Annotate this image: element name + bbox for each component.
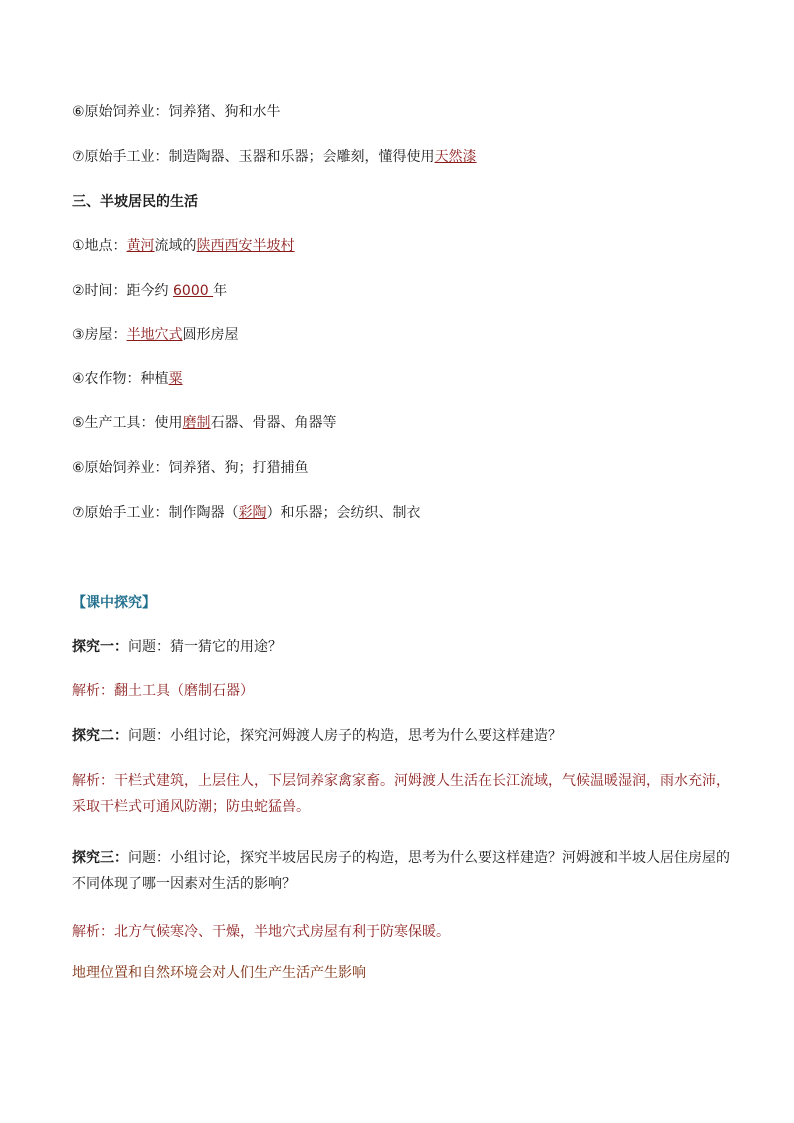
line-handicraft-banpo: [72, 503, 421, 523]
line-husbandry-banpo: [72, 458, 309, 478]
section-heading-banpo: 三、半坡居民的生活: [72, 194, 198, 210]
line-husbandry-hemudu: [72, 102, 281, 122]
text: 流域的: [154, 238, 197, 254]
question-text: 问题：猜一猜它的用途？: [128, 639, 282, 655]
question-label: 探究二：: [72, 728, 128, 744]
line-handicraft-hemudu: [72, 147, 477, 167]
underlined-answer: 天然漆: [434, 149, 477, 165]
text: ①地点：: [72, 238, 127, 254]
question-text: 问题：小组讨论，探究河姆渡人房子的构造，思考为什么要这样建造？: [128, 728, 562, 744]
underlined-answer: 彩陶: [238, 505, 267, 521]
question-label: 探究三：: [72, 850, 128, 866]
text: ⑤生产工具：使用: [72, 415, 183, 431]
text: 年: [213, 283, 228, 299]
underlined-answer: 6000: [173, 283, 214, 299]
answer-1: 解析：翻土工具（磨制石器）: [72, 683, 254, 699]
line-crops: [72, 369, 183, 389]
text: ⑦原始手工业：制作陶器（: [72, 505, 239, 521]
answer-3-conclusion: 地理位置和自然环境会对人们生产生活产生影响: [72, 965, 366, 981]
line-house: [72, 325, 239, 345]
line-tools: [72, 413, 337, 433]
text: ⑥原始饲养业：饲养猪、狗；打猎捕鱼: [72, 460, 309, 476]
text: ）和乐器；会纺织、制衣: [266, 505, 421, 521]
question-3: [72, 845, 732, 897]
answer-3: 解析：北方气候寒冷、干燥，半地穴式房屋有利于防寒保暖。: [72, 924, 450, 940]
text: 圆形房屋: [182, 327, 239, 343]
answer-2: 解析：干栏式建筑，上层住人，下层饲养家禽家畜。河姆渡人生活在长江流域，气候温暖湿润，雨水充沛，采取干栏式可通风防潮；防虫蛇猛兽。: [72, 773, 730, 815]
underlined-answer: 黄河: [126, 238, 155, 254]
underlined-answer: 陕西西安半坡村: [196, 238, 295, 254]
text: ⑦原始手工业：制造陶器、玉器和乐器；会雕刻，懂得使用: [72, 149, 435, 165]
underlined-answer: 磨制: [182, 415, 211, 431]
underlined-answer: 粟: [168, 371, 183, 387]
text: ③房屋：: [72, 327, 127, 343]
text: ②时间：距今约: [72, 283, 174, 299]
underlined-answer: 半地穴式: [126, 327, 183, 343]
question-1: [72, 637, 282, 657]
text: 石器、骨器、角器等: [210, 415, 337, 431]
line-time: [72, 281, 227, 301]
question-2: [72, 726, 562, 746]
text: ⑥原始饲养业：饲养猪、狗和水牛: [72, 104, 281, 120]
text: ④农作物：种植: [72, 371, 169, 387]
question-text: 问题：小组讨论，探究半坡居民房子的构造，思考为什么要这样建造？河姆渡和半坡人居住房屋的不同体现了哪一因素对生活的影响？: [72, 850, 730, 892]
question-label: 探究一：: [72, 639, 128, 655]
line-location: [72, 236, 295, 256]
section-title-inclass: 【课中探究】: [72, 595, 156, 611]
